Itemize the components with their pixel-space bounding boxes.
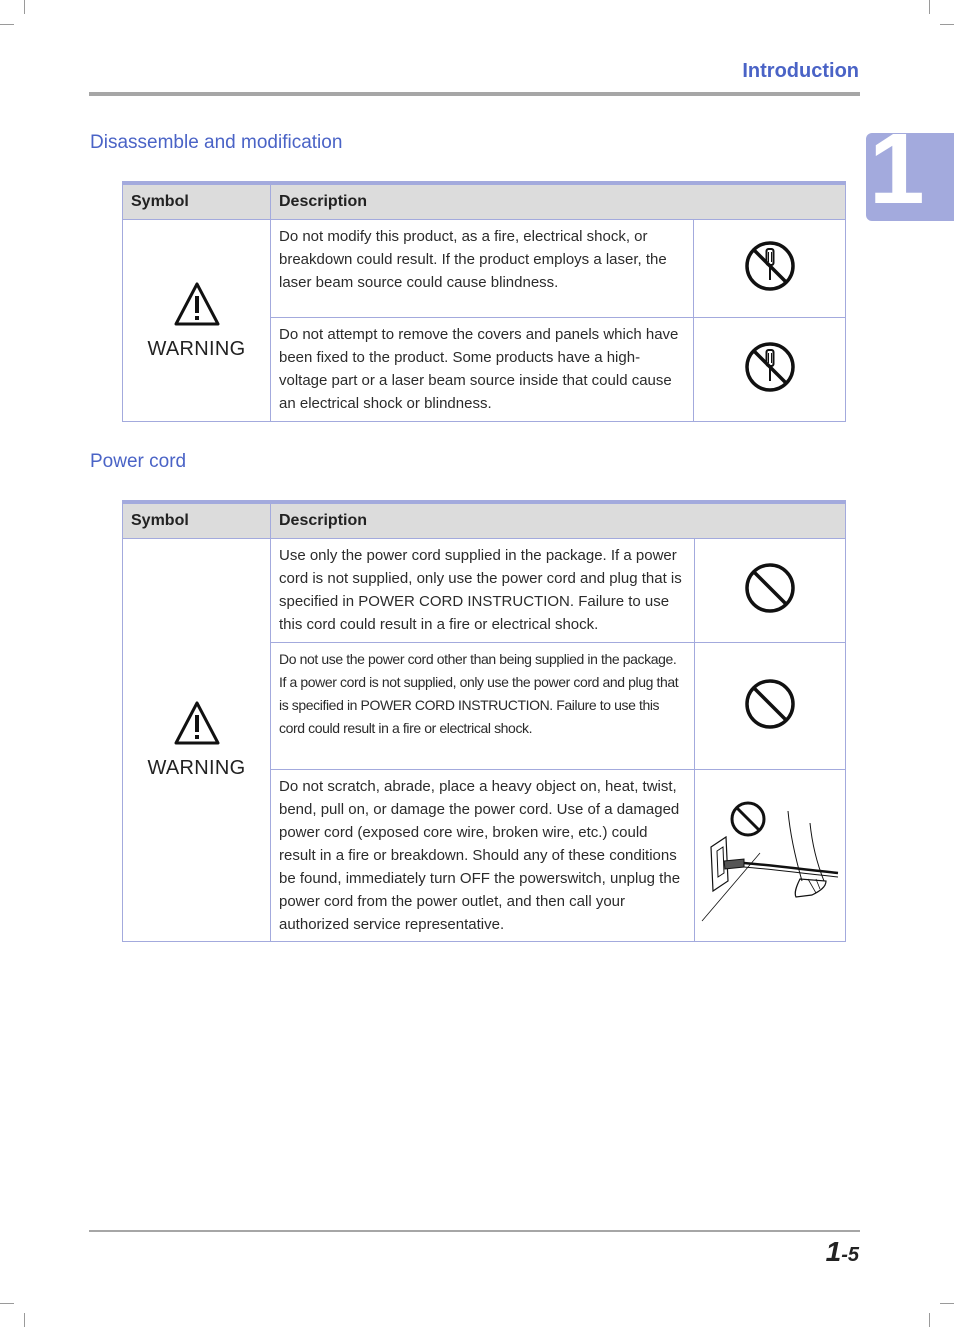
description-cell: Use only the power cord supplied in the package. If a power cord is not supplied, only use the power cord and plug that is specified in POWER CORD INSTRUCTION. Failure to use this cord could result in a fire or electrical shock. [271,539,695,643]
footer-rule [89,1230,860,1232]
icon-cell [695,643,846,770]
section-title-disassemble: Disassemble and modification [90,132,343,153]
warning-triangle-icon [173,700,221,746]
column-header-description: Description [271,183,846,220]
warning-symbol-cell [123,539,271,942]
column-header-symbol: Symbol [123,183,271,220]
crop-mark [0,1303,14,1304]
description-cell: Do not scratch, abrade, place a heavy object on, heat, twist, bend, pull on, or damage the power cord. Use of a damaged power cord (exposed core wire, broken wire, etc.) could result in a fire or breakdown. Should any of these conditions be found, immediately turn OFF the powerswitch, unplug the power cord from the power outlet, and then call your authorized service representative. [271,770,695,942]
prohibited-icon [744,678,796,730]
header-rule [89,92,860,96]
page-number [826,1236,859,1268]
section-title-power-cord: Power cord [90,451,187,472]
disassemble-warning-table [122,181,846,422]
crop-mark [940,1303,954,1304]
crop-mark [929,1313,930,1327]
warning-label: WARNING [147,337,246,360]
crop-mark [24,0,25,14]
warning-label: WARNING [147,757,246,779]
chapter-tab [866,133,954,221]
description-cell: Do not modify this product, as a fire, electrical shock, or breakdown could result. If the product employs a laser, the laser beam source could cause blindness. [271,220,694,318]
no-disassembly-icon [744,341,796,393]
page-index: -5 [841,1244,859,1266]
icon-cell [694,220,846,318]
column-header-description: Description [271,502,846,539]
crop-mark [24,1313,25,1327]
page-chapter: 1 [825,1236,842,1267]
description-cell: Do not use the power cord other than being supplied in the package. If a power cord is not supplied, only use the power cord and plug that is specified in POWER CORD INSTRUCTION. Failure to use this cord could result in a fire or electrical shock. [271,643,695,770]
prohibited-icon [744,562,796,614]
power-cord-warning-table [122,500,846,942]
warning-symbol-cell [123,220,271,422]
running-header: Introduction [742,60,859,82]
column-header-symbol: Symbol [123,502,271,539]
icon-cell [694,318,846,422]
warning-triangle-icon [173,281,221,327]
do-not-step-on-cord-illustration [700,783,840,923]
crop-mark [929,0,930,14]
icon-cell [695,539,846,643]
no-disassembly-icon [744,240,796,292]
crop-mark [0,24,14,25]
description-cell: Do not attempt to remove the covers and panels which have been fixed to the product. Some products have a high-voltage part or a laser beam source inside that could cause an electrical shock or blindness. [271,318,694,422]
icon-cell [695,770,846,942]
chapter-tab-number: 1 [869,133,925,221]
crop-mark [940,24,954,25]
